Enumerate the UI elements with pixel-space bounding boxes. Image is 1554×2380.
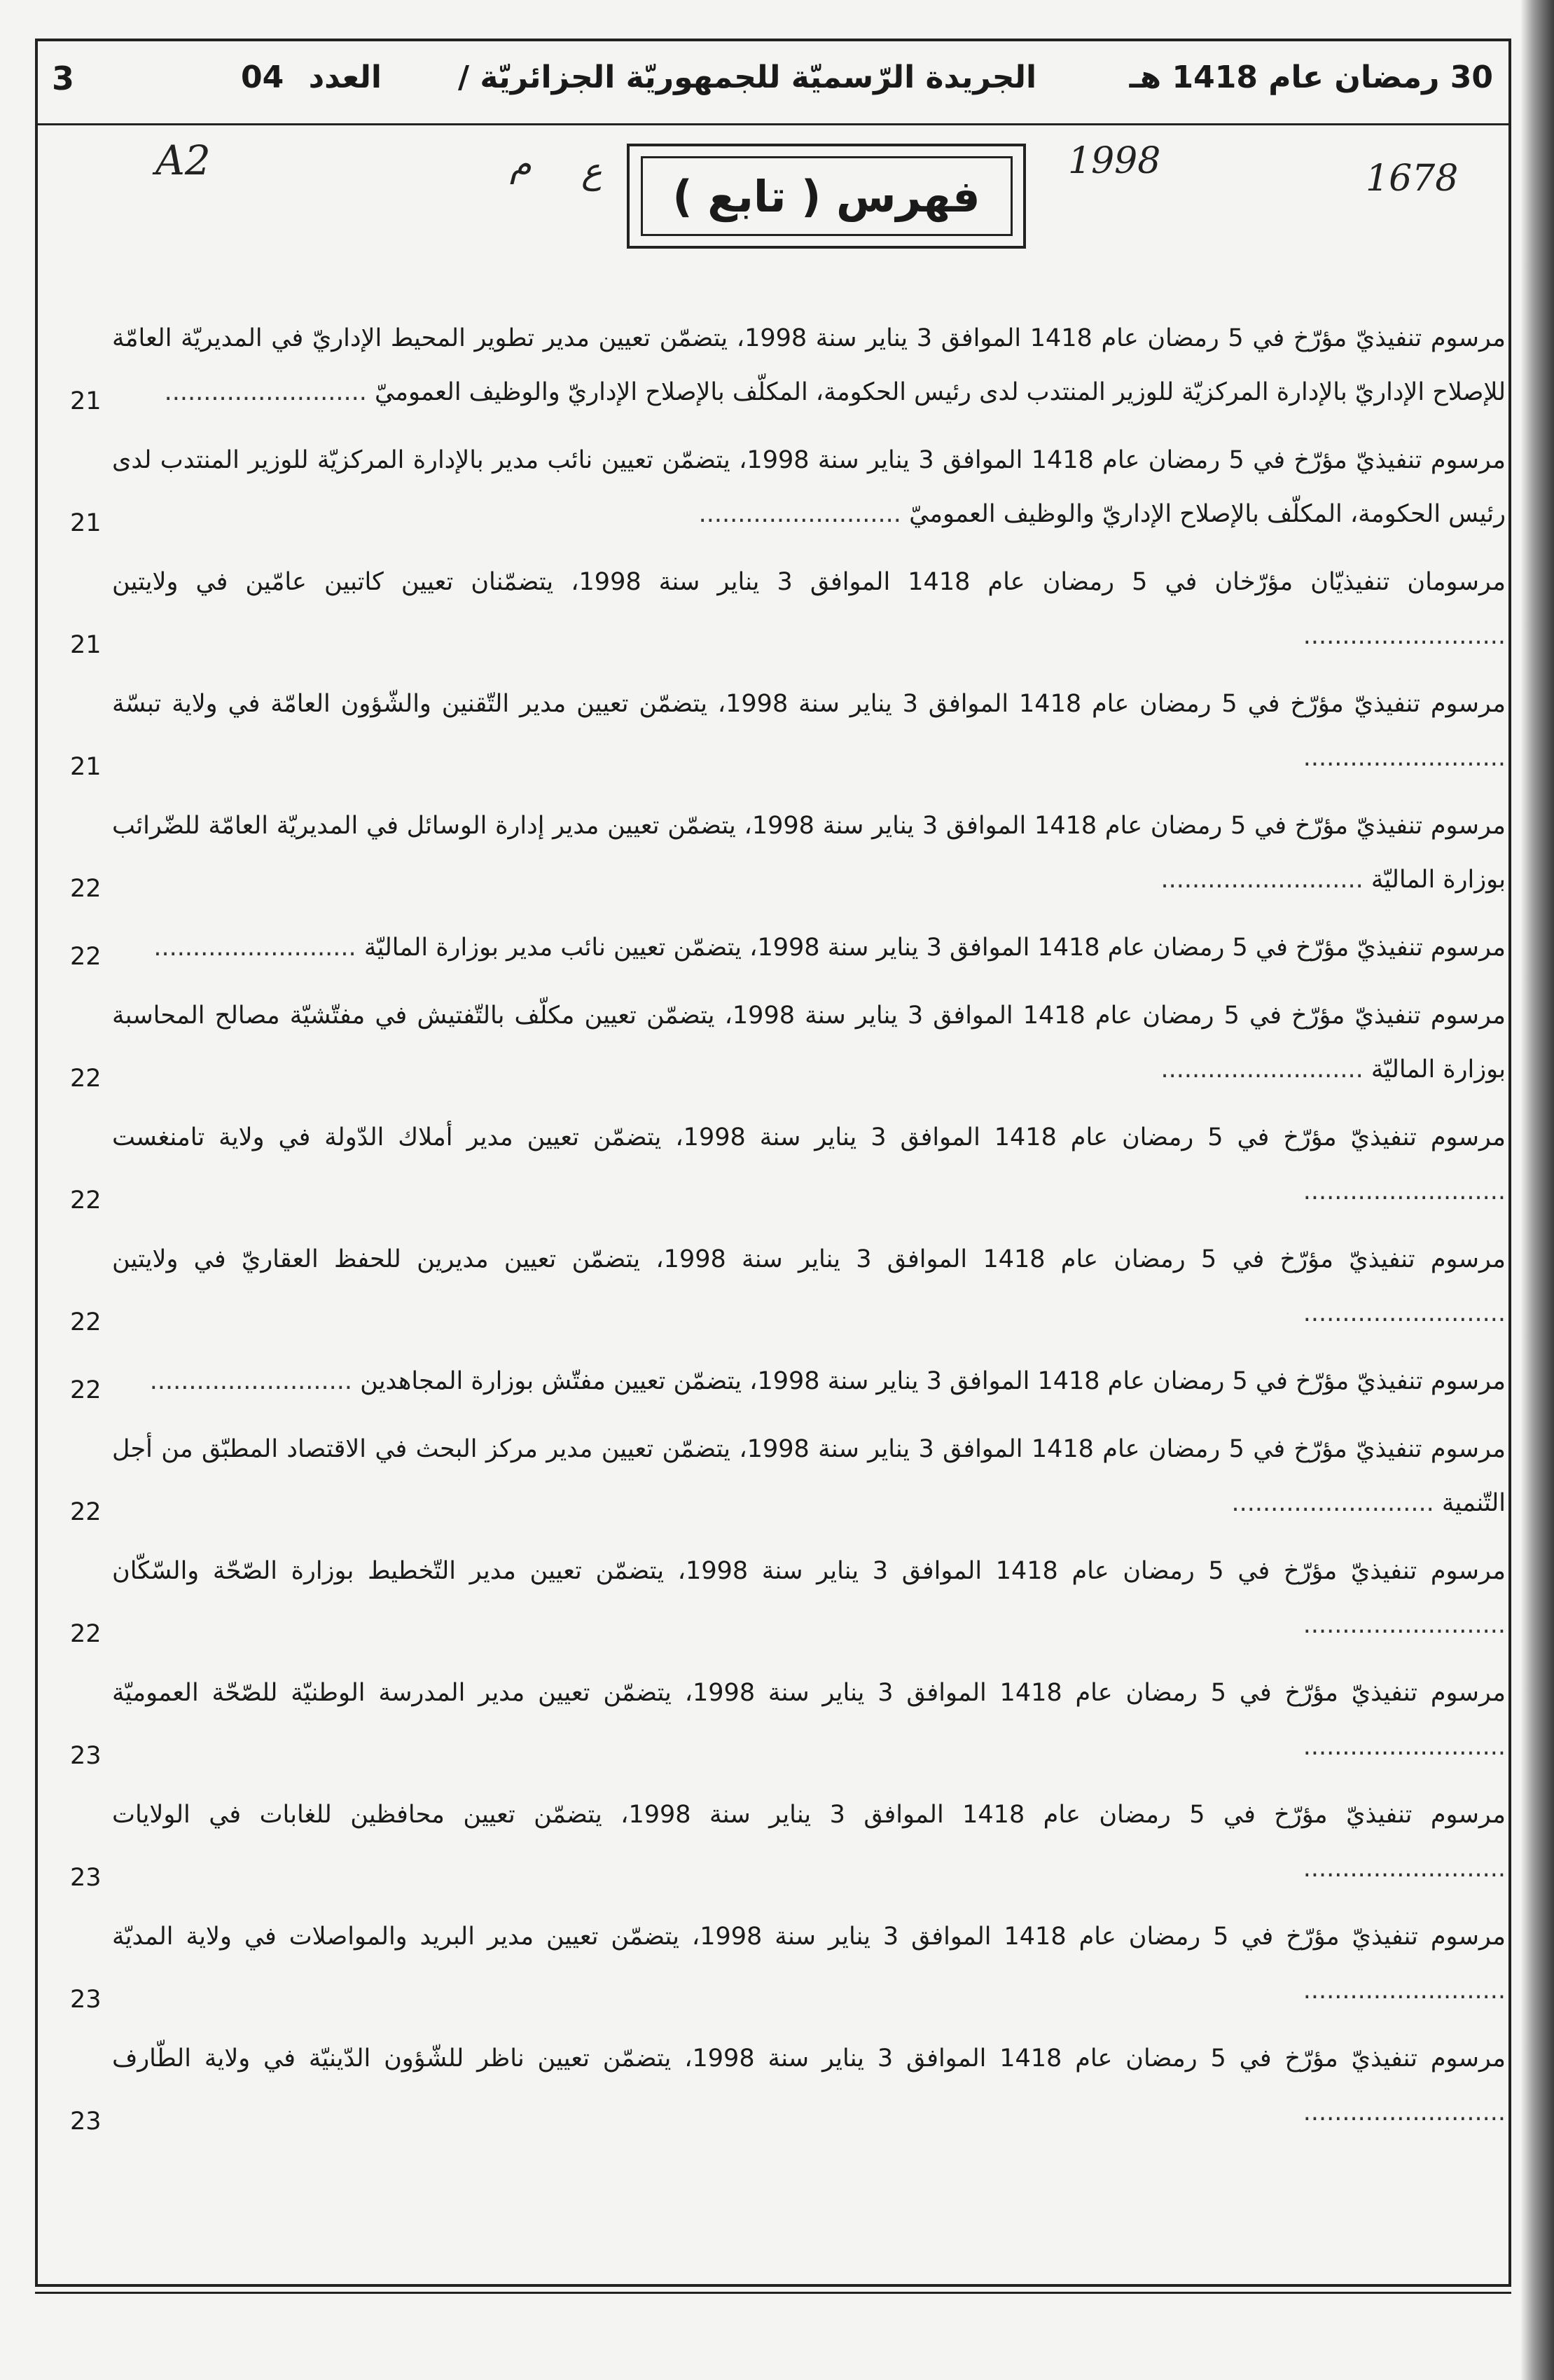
leader-dots: .......................... — [698, 500, 910, 528]
index-entry — [70, 434, 1506, 541]
index-entry — [70, 799, 1506, 907]
entry-text — [112, 799, 1506, 907]
entry-page-number: 21 — [70, 631, 102, 659]
entry-text — [112, 1788, 1506, 1896]
entry-page-number: 22 — [70, 1620, 102, 1648]
header-date: 30 رمضان عام 1418 هـ — [1129, 60, 1493, 95]
leader-dots: .......................... — [1160, 1056, 1371, 1084]
entry-page-number: 22 — [70, 1376, 102, 1404]
entry-title: مرسوم تنفيذيّ مؤرّخ في 5 رمضان عام 1418 الموافق 3 يناير سنة 1998، يتضمّن تعيين مدير تطوير المحيط الإداريّ في المديريّة العامّة للإصلاح الإداريّ بالإدارة المركزيّة للوزير المنتدب لدى رئيس الحكومة، المكلّف بالإصلاح الإداريّ والوظيف العموميّ — [112, 324, 1506, 406]
entry-title: مرسوم تنفيذيّ مؤرّخ في 5 رمضان عام 1418 الموافق 3 يناير سنة 1998، يتضمّن تعيين مدير إدارة الوسائل في المديريّة العامّة للضّرائب بوزارة الماليّة — [112, 812, 1506, 894]
leader-dots: .......................... — [1303, 2098, 1506, 2126]
entry-text — [112, 1666, 1506, 1774]
entry-title: مرسوم تنفيذيّ مؤرّخ في 5 رمضان عام 1418 الموافق 3 يناير سنة 1998، يتضمّن تعيين مدير مركز البحث في الاقتصاد المطبّق من أجل التّنمية — [112, 1435, 1506, 1517]
entry-page-number: 21 — [70, 509, 102, 537]
entry-text — [112, 1910, 1506, 2018]
entry-title: مرسومان تنفيذيّان مؤرّخان في 5 رمضان عام 1418 الموافق 3 يناير سنة 1998، يتضمّنان تعيين كاتبين عامّين في ولايتين — [112, 568, 1506, 596]
leader-dots: .......................... — [153, 934, 364, 962]
entry-text — [112, 312, 1506, 420]
handwritten-m: م — [510, 144, 532, 184]
entry-title: مرسوم تنفيذيّ مؤرّخ في 5 رمضان عام 1418 الموافق 3 يناير سنة 1998، يتضمّن تعيين مكلّف بالتّفتيش في مفتّشيّة مصالح المحاسبة بوزارة الماليّة — [112, 1002, 1506, 1084]
entry-title: مرسوم تنفيذيّ مؤرّخ في 5 رمضان عام 1418 الموافق 3 يناير سنة 1998، يتضمّن تعيين مدير المدرسة الوطنيّة للصّحّة العموميّة — [112, 1679, 1506, 1707]
entry-page-number: 22 — [70, 1498, 102, 1526]
entry-text — [112, 989, 1506, 1097]
entry-page-number: 22 — [70, 875, 102, 903]
leader-dots: .......................... — [1303, 1733, 1506, 1761]
entry-title: مرسوم تنفيذيّ مؤرّخ في 5 رمضان عام 1418 الموافق 3 يناير سنة 1998، يتضمّن تعيين مدير التّقنين والشّؤون العامّة في ولاية تبسّة — [112, 690, 1506, 718]
index-entries — [70, 312, 1506, 2154]
index-entry — [70, 1423, 1506, 1530]
entry-title: مرسوم تنفيذيّ مؤرّخ في 5 رمضان عام 1418 الموافق 3 يناير سنة 1998، يتضمّن تعيين مدير البريد والمواصلات في ولاية المديّة — [112, 1923, 1506, 1951]
journal-title: الجريدة الرّسميّة للجمهوريّة الجزائريّة — [480, 60, 1037, 95]
leader-dots: .......................... — [1303, 1611, 1506, 1639]
index-entry — [70, 677, 1506, 785]
leader-dots: .......................... — [1303, 1977, 1506, 2005]
entry-text — [112, 2032, 1506, 2140]
handwritten-year: 1998 — [1068, 140, 1161, 182]
entry-page-number: 23 — [70, 1864, 102, 1892]
leader-dots: .......................... — [1303, 744, 1506, 772]
entry-page-number: 23 — [70, 1742, 102, 1770]
index-entry — [70, 989, 1506, 1097]
entry-page-number: 23 — [70, 2108, 102, 2136]
entry-text — [112, 434, 1506, 541]
entry-text — [112, 677, 1506, 785]
entry-title: مرسوم تنفيذيّ مؤرّخ في 5 رمضان عام 1418 الموافق 3 يناير سنة 1998، يتضمّن تعيين مدير التّخطيط بوزارة الصّحّة والسّكّان — [112, 1557, 1506, 1585]
index-title-box — [627, 144, 1026, 249]
index-entry — [70, 921, 1506, 975]
index-entry — [70, 555, 1506, 663]
leader-dots: .......................... — [1231, 1489, 1442, 1517]
handwritten-ain: ع — [581, 151, 602, 191]
issue-number: 04 — [241, 60, 284, 95]
issue-label: العدد — [308, 60, 382, 95]
issue-info — [241, 60, 382, 95]
leader-dots: .......................... — [164, 378, 375, 406]
entry-text — [112, 1355, 1506, 1409]
entry-title: مرسوم تنفيذيّ مؤرّخ في 5 رمضان عام 1418 الموافق 3 يناير سنة 1998، يتضمّن تعيين مديرين للحفظ العقاريّ في ولايتين — [112, 1245, 1506, 1273]
entry-text — [112, 1111, 1506, 1219]
entry-text — [112, 1544, 1506, 1652]
entry-title: مرسوم تنفيذيّ مؤرّخ في 5 رمضان عام 1418 الموافق 3 يناير سنة 1998، يتضمّن تعيين ناظر للشّؤون الدّينيّة في ولاية الطّارف — [112, 2045, 1506, 2073]
bottom-rule — [35, 2292, 1511, 2294]
index-entry — [70, 1788, 1506, 1896]
index-entry — [70, 1544, 1506, 1652]
index-entry — [70, 1355, 1506, 1409]
leader-dots: .......................... — [1160, 866, 1371, 894]
entry-page-number: 23 — [70, 1986, 102, 2014]
handwritten-number: 1678 — [1366, 158, 1459, 200]
entry-page-number: 22 — [70, 1308, 102, 1336]
running-header — [38, 41, 1508, 125]
page-number: 3 — [52, 60, 75, 97]
leader-dots: .......................... — [149, 1367, 361, 1395]
index-entry — [70, 312, 1506, 420]
entry-text — [112, 1233, 1506, 1341]
index-entry — [70, 1666, 1506, 1774]
leader-dots: .......................... — [1303, 622, 1506, 650]
entry-text — [112, 921, 1506, 975]
entry-title: مرسوم تنفيذيّ مؤرّخ في 5 رمضان عام 1418 الموافق 3 يناير سنة 1998، يتضمّن تعيين محافظين للغابات في الولايات — [112, 1801, 1506, 1829]
index-entry — [70, 2032, 1506, 2140]
entry-page-number: 21 — [70, 753, 102, 781]
entry-title: مرسوم تنفيذيّ مؤرّخ في 5 رمضان عام 1418 الموافق 3 يناير سنة 1998، يتضمّن تعيين مفتّش بوزارة المجاهدين — [360, 1367, 1506, 1395]
journal-name — [458, 60, 1036, 95]
entry-title: مرسوم تنفيذيّ مؤرّخ في 5 رمضان عام 1418 الموافق 3 يناير سنة 1998، يتضمّن تعيين نائب مدير بالإدارة المركزيّة للوزير المنتدب لدى رئيس الحكومة، المكلّف بالإصلاح الإداريّ والوظيف العموميّ — [112, 446, 1506, 528]
scan-edge — [1520, 0, 1554, 2380]
entry-page-number: 22 — [70, 1065, 102, 1093]
index-entry — [70, 1111, 1506, 1219]
leader-dots: .......................... — [1303, 1855, 1506, 1883]
index-entry — [70, 1233, 1506, 1341]
entry-page-number: 21 — [70, 387, 102, 415]
index-entry — [70, 1910, 1506, 2018]
leader-dots: .......................... — [1303, 1177, 1506, 1205]
entry-text — [112, 555, 1506, 663]
entry-title: مرسوم تنفيذيّ مؤرّخ في 5 رمضان عام 1418 الموافق 3 يناير سنة 1998، يتضمّن تعيين نائب مدير بوزارة الماليّة — [363, 934, 1506, 962]
entry-page-number: 22 — [70, 1186, 102, 1215]
header-separator: / — [458, 60, 470, 95]
entry-page-number: 22 — [70, 943, 102, 971]
handwritten-a2: A2 — [155, 137, 211, 184]
leader-dots: .......................... — [1303, 1299, 1506, 1327]
index-title: فهرس ( تابع ) — [641, 156, 1013, 236]
entry-text — [112, 1423, 1506, 1530]
entry-title: مرسوم تنفيذيّ مؤرّخ في 5 رمضان عام 1418 الموافق 3 يناير سنة 1998، يتضمّن تعيين مدير أملاك الدّولة في ولاية تامنغست — [112, 1123, 1506, 1151]
